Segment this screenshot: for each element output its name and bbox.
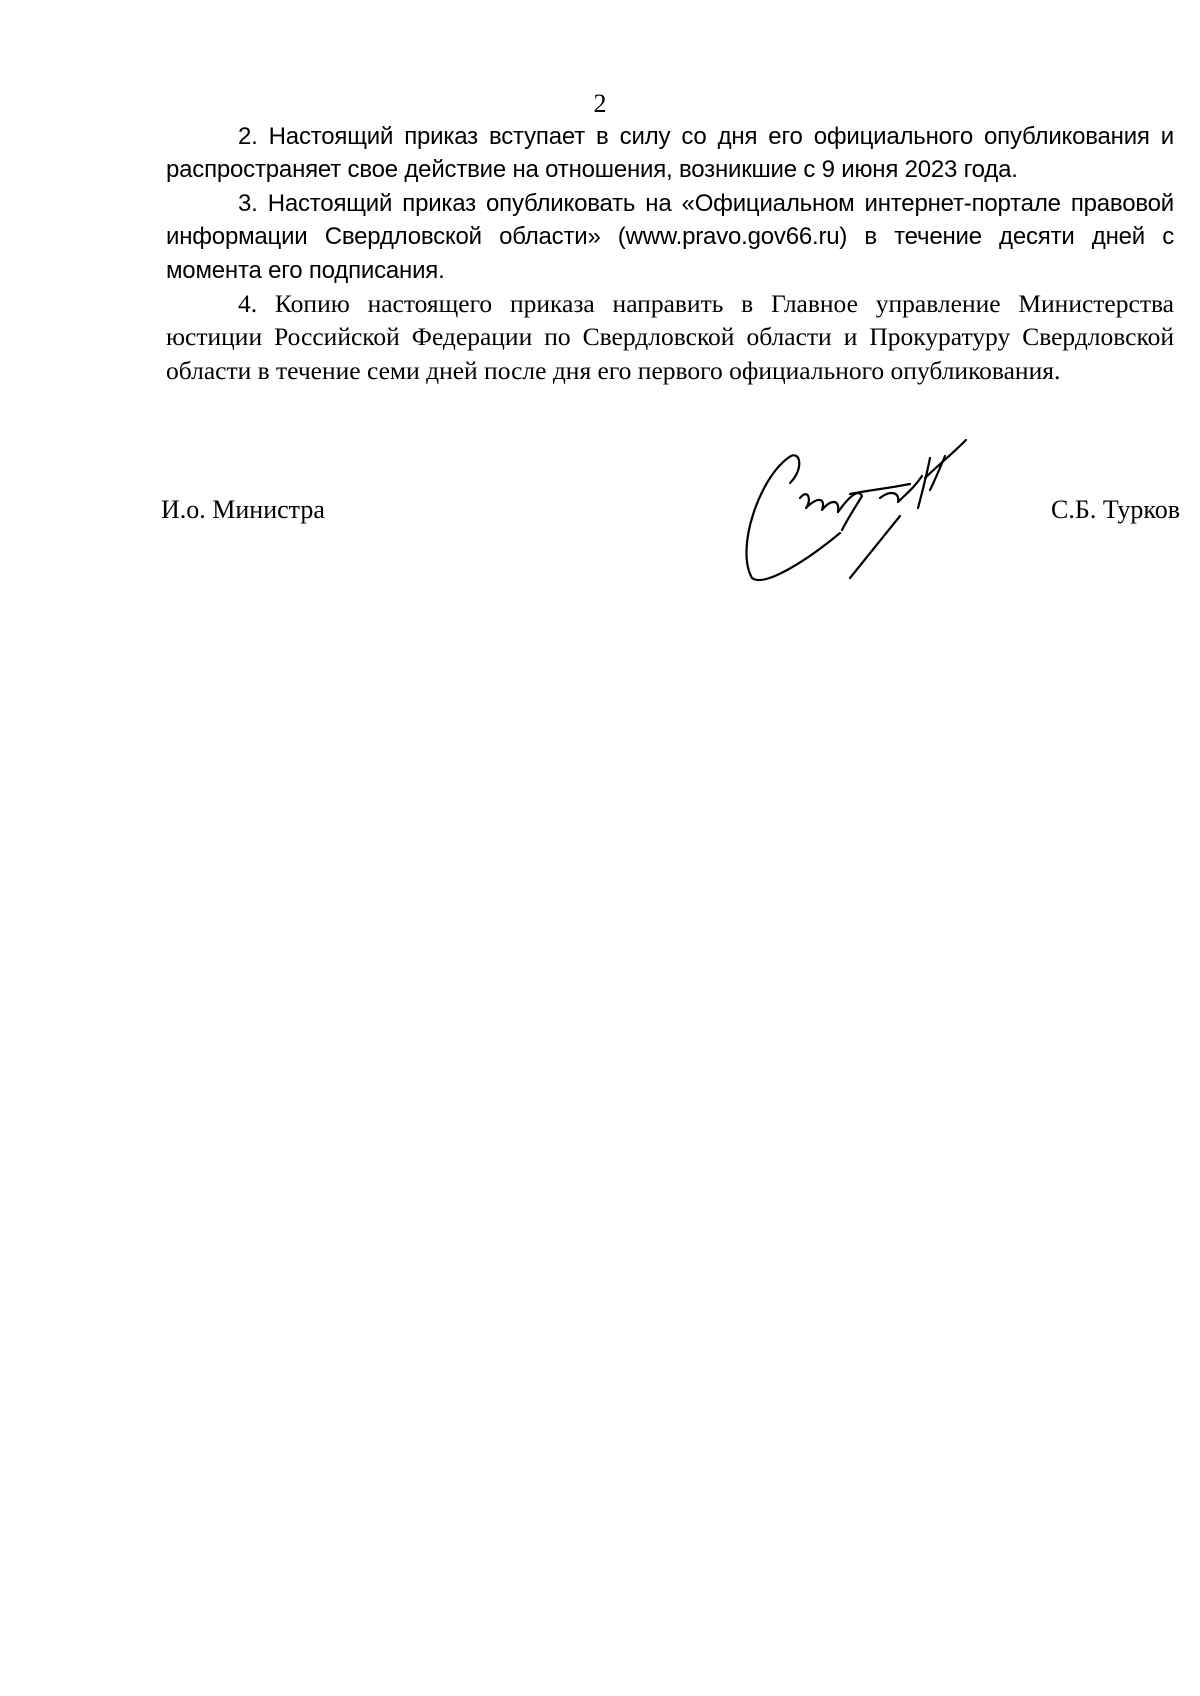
signatory-position: И.о. Министра	[161, 495, 325, 524]
paragraph-3-publication: 3. Настоящий приказ опубликовать на «Официальном интернет-портале правовой информации Свердловской области» (www.pravo.gov66.ru) в течение десяти дней с момента его подписания.	[166, 189, 1174, 284]
page-number: 2	[593, 89, 607, 118]
paragraph-2-entry-into-force: 2. Настоящий приказ вступает в силу со дня его официального опубликования и распространяет свое действие на отношения, возникшие с 9 июня 2023 года.	[166, 123, 1174, 184]
document-body	[166, 120, 1174, 387]
paragraph-4-copy-distribution: 4. Копию настоящего приказа направить в Главное управление Министерства юстиции Российской Федерации по Свердловской области и Прокуратуру Свердловской области в течение семи дней после дня его первого официального опубликования.	[166, 289, 1174, 385]
signatory-name: С.Б. Турков	[1051, 495, 1180, 524]
handwritten-signature	[730, 438, 1020, 588]
